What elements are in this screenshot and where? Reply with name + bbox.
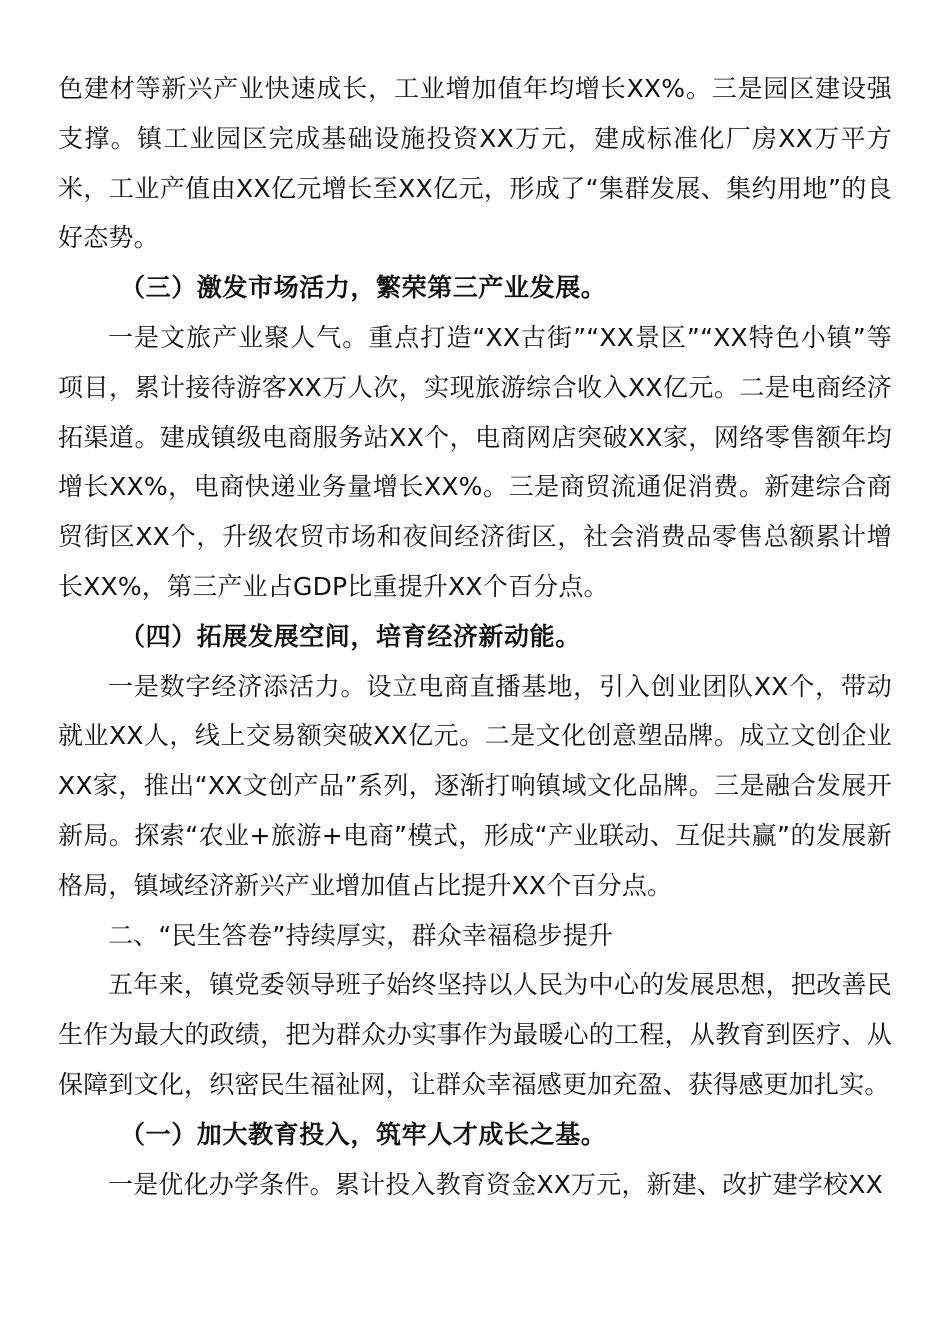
chapter-heading-livelihood: 二、“民生答卷”持续厚实，群众幸福稳步提升 <box>108 920 614 950</box>
section-heading-education: （一）加大教育投入，筑牢人才成长之基。 <box>120 1119 607 1149</box>
paragraph-education: 一是优化办学条件。累计投入教育资金XX万元，新建、改扩建学校XX <box>108 1169 883 1199</box>
document-body <box>58 64 892 1209</box>
section-heading-tertiary-industry: （三）激发市场活力，繁荣第三产业发展。 <box>120 273 607 303</box>
paragraph-new-momentum: 一是数字经济添活力。设立电商直播基地，引入创业团队XX个，带动就业XX人，线上交易额突破XX亿元。二是文化创意塑品牌。成立文创企业XX家，推出“XX文创产品”系列，逐渐打响镇域文化品牌。三是融合发展开新局。探索“农业+旅游+电商”模式，形成“产业联动、互促共赢”的发展新格局，镇域经济新兴产业增加值占比提升XX个百分点。 <box>58 671 892 900</box>
section-heading-new-momentum: （四）拓展发展空间，培育经济新动能。 <box>120 621 581 651</box>
paragraph-tertiary-industry: 一是文旅产业聚人气。重点打造“XX古街”“XX景区”“XX特色小镇”等项目，累计接待游客XX万人次，实现旅游综合收入XX亿元。二是电商经济拓渠道。建成镇级电商服务站XX个，电商网店突破XX家，网络零售额年均增长XX%，电商快递业务量增长XX%。三是商贸流通促消费。新建综合商贸街区XX个，升级农贸市场和夜间经济街区，社会消费品零售总额累计增长XX%，第三产业占GDP比重提升XX个百分点。 <box>58 322 892 601</box>
paragraph-livelihood-intro: 五年来，镇党委领导班子始终坚持以人民为中心的发展思想，把改善民生作为最大的政绩，把为群众办实事作为最暖心的工程，从教育到医疗、从保障到文化，织密民生福祉网，让群众幸福感更加充盈、获得感更加扎实。 <box>58 970 892 1099</box>
paragraph-industry-continued: 色建材等新兴产业快速成长，工业增加值年均增长XX%。三是园区建设强支撑。镇工业园区完成基础设施投资XX万元，建成标准化厂房XX万平方米，工业产值由XX亿元增长至XX亿元，形成了“集群发展、集约用地”的良好态势。 <box>58 74 892 253</box>
